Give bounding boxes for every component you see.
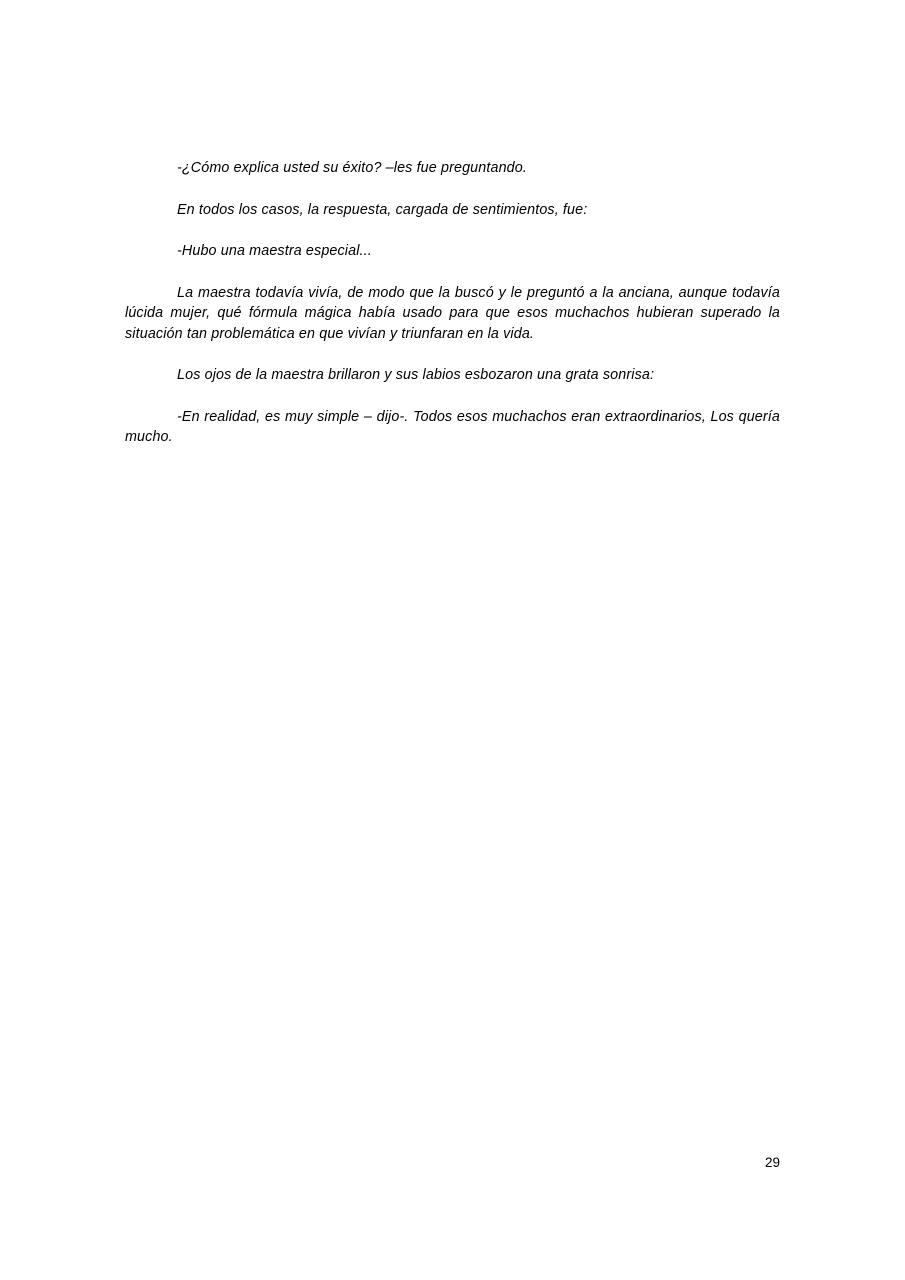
page-body-text xyxy=(125,158,780,448)
paragraph: Los ojos de la maestra brillaron y sus labios esbozaron una grata sonrisa: xyxy=(177,367,655,383)
page-number: 29 xyxy=(764,1155,780,1170)
paragraph: -¿Cómo explica usted su éxito? –les fue preguntando. xyxy=(177,160,527,176)
paragraph: En todos los casos, la respuesta, cargada de sentimientos, fue: xyxy=(177,201,588,218)
paragraph: -En realidad, es muy simple – dijo-. Todos esos muchachos eran extraordinarios, Los quería mucho. xyxy=(125,408,780,445)
paragraph: La maestra todavía vivía, de modo que la buscó y le preguntó a la anciana, aunque todavía lúcida mujer, qué fórmula mágica había usado para que esos muchachos hubieran superado la situación tan problemática en que vivían y triunfaran en la vida. xyxy=(125,284,780,342)
paragraph: -Hubo una maestra especial... xyxy=(177,243,372,259)
